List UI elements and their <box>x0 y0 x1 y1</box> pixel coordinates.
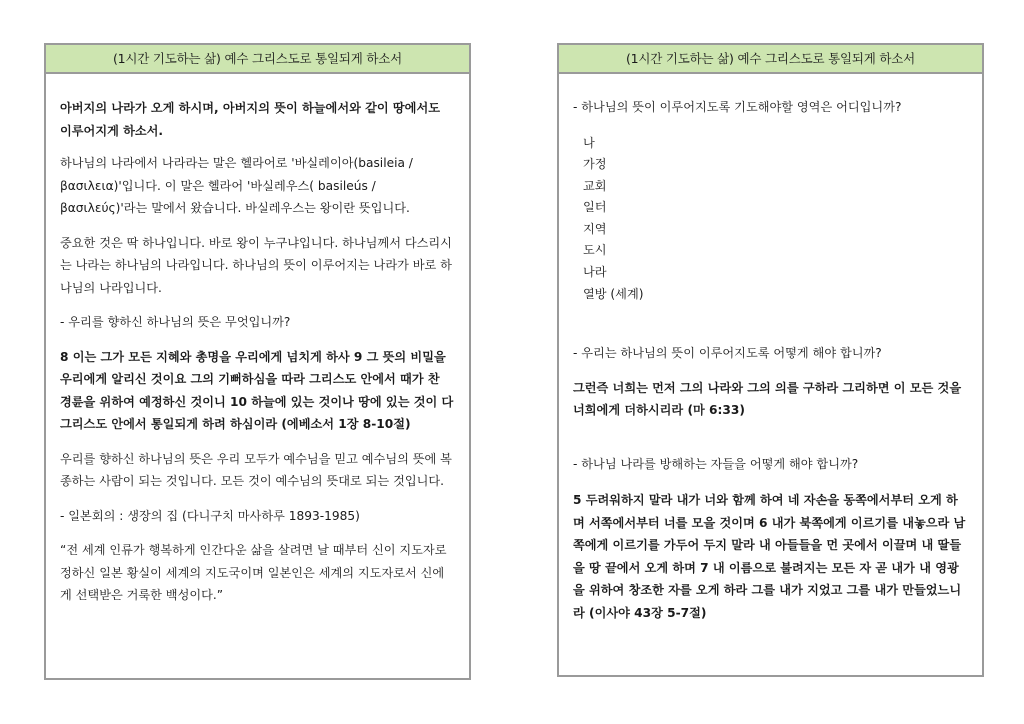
lords-prayer-text: 아버지의 나라가 오게 하시며, 아버지의 뜻이 하늘에서와 같이 땅에서도 이루어지게 하소서. <box>60 101 440 138</box>
prayer-areas-list <box>573 133 968 306</box>
kingdom-etymology-text: 하나님의 나라에서 나라라는 말은 헬라어로 '바실레이아(basileia / βασιλεια)'입니다. 이 말은 헬라어 '바실레우스( basileús / βασιλεύς)'라는 말에서 왔습니다. 바실레우스는 왕이란 뜻입니다. <box>60 156 413 215</box>
right-page-panel <box>557 43 984 677</box>
nippon-kaigi-quote: “전 세계 인류가 행복하게 인간다운 삶을 살려면 날 때부터 신이 지도자로 정하신 일본 황실이 세계의 지도국이며 일본인은 세계의 지도자로서 신에게 선택받은 거룩한 백성이다.” <box>60 543 447 602</box>
list-item: 교회 <box>583 178 607 193</box>
list-item: 일터 <box>583 200 607 215</box>
list-item: 나라 <box>583 265 607 280</box>
list-item: 열방 (세계) <box>583 286 644 301</box>
question-how-to-act: - 우리는 하나님의 뜻이 이루어지도록 어떻게 해야 합니까? <box>573 346 882 361</box>
gods-will-answer: 우리를 향하신 하나님의 뜻은 우리 모두가 예수님을 믿고 예수님의 뜻에 복종하는 사람이 되는 것입니다. 모든 것이 예수님의 뜻대로 되는 것입니다. <box>60 451 452 488</box>
left-page-body <box>46 97 469 607</box>
question-prayer-areas: - 하나님의 뜻이 이루어지도록 기도해야할 영역은 어디입니까? <box>573 100 902 114</box>
isaiah-verse: 5 두려워하지 말라 내가 너와 함께 하여 네 자손을 동쪽에서부터 오게 하며 서쪽에서부터 너를 모을 것이며 6 내가 북쪽에게 이르기를 내놓으라 남쪽에게 이르기를 가두어 두지 말라 내 아들들을 먼 곳에서 이끌며 내 딸들을 땅 끝에서 오게 하며 7 내 이름으로 불려지는 모든 자 곧 내가 내 영광을 위하여 창조한 자를 오게 하라 그를 내가 지었고 그를 내가 만들었느니라 (이사야 43장 5-7절) <box>573 493 966 620</box>
right-page-body <box>559 96 982 624</box>
list-item: 나 <box>583 135 595 150</box>
question-gods-will: - 우리를 향하신 하나님의 뜻은 무엇입니까? <box>60 315 291 329</box>
list-item: 지역 <box>583 221 607 236</box>
question-opponents: - 하나님 나라를 방해하는 자들을 어떻게 해야 합니까? <box>573 456 859 471</box>
left-page-header: (1시간 기도하는 삶) 예수 그리스도로 통일되게 하소서 <box>46 45 469 74</box>
ephesians-verse: 8 이는 그가 모든 지혜와 총명을 우리에게 넘치게 하사 9 그 뜻의 비밀을 우리에게 알리신 것이요 그의 기뻐하심을 따라 그리스도 안에서 때가 찬 경륜을 위하여 예정하신 것이니 10 하늘에 있는 것이나 땅에 있는 것이 다 그리스도 안에서 통일되게 하려 하심이라 (에베소서 1장 8-10절) <box>60 349 454 431</box>
nippon-kaigi-heading: - 일본회의 : 생장의 집 (다니구치 마사하루 1893-1985) <box>60 508 360 523</box>
right-page-header: (1시간 기도하는 삶) 예수 그리스도로 통일되게 하소서 <box>559 45 982 74</box>
kingdom-meaning-text: 중요한 것은 딱 하나입니다. 바로 왕이 누구냐입니다. 하나님께서 다스리시는 나라는 하나님의 나라입니다. 하나님의 뜻이 이루어지는 나라가 바로 하나님의 나라입니다. <box>60 235 452 295</box>
left-page-panel <box>44 43 471 680</box>
list-item: 도시 <box>583 243 607 258</box>
list-item: 가정 <box>583 157 607 172</box>
matthew-verse: 그런즉 너희는 먼저 그의 나라와 그의 의를 구하라 그리하면 이 모든 것을 너희에게 더하시리라 (마 6:33) <box>573 380 962 418</box>
